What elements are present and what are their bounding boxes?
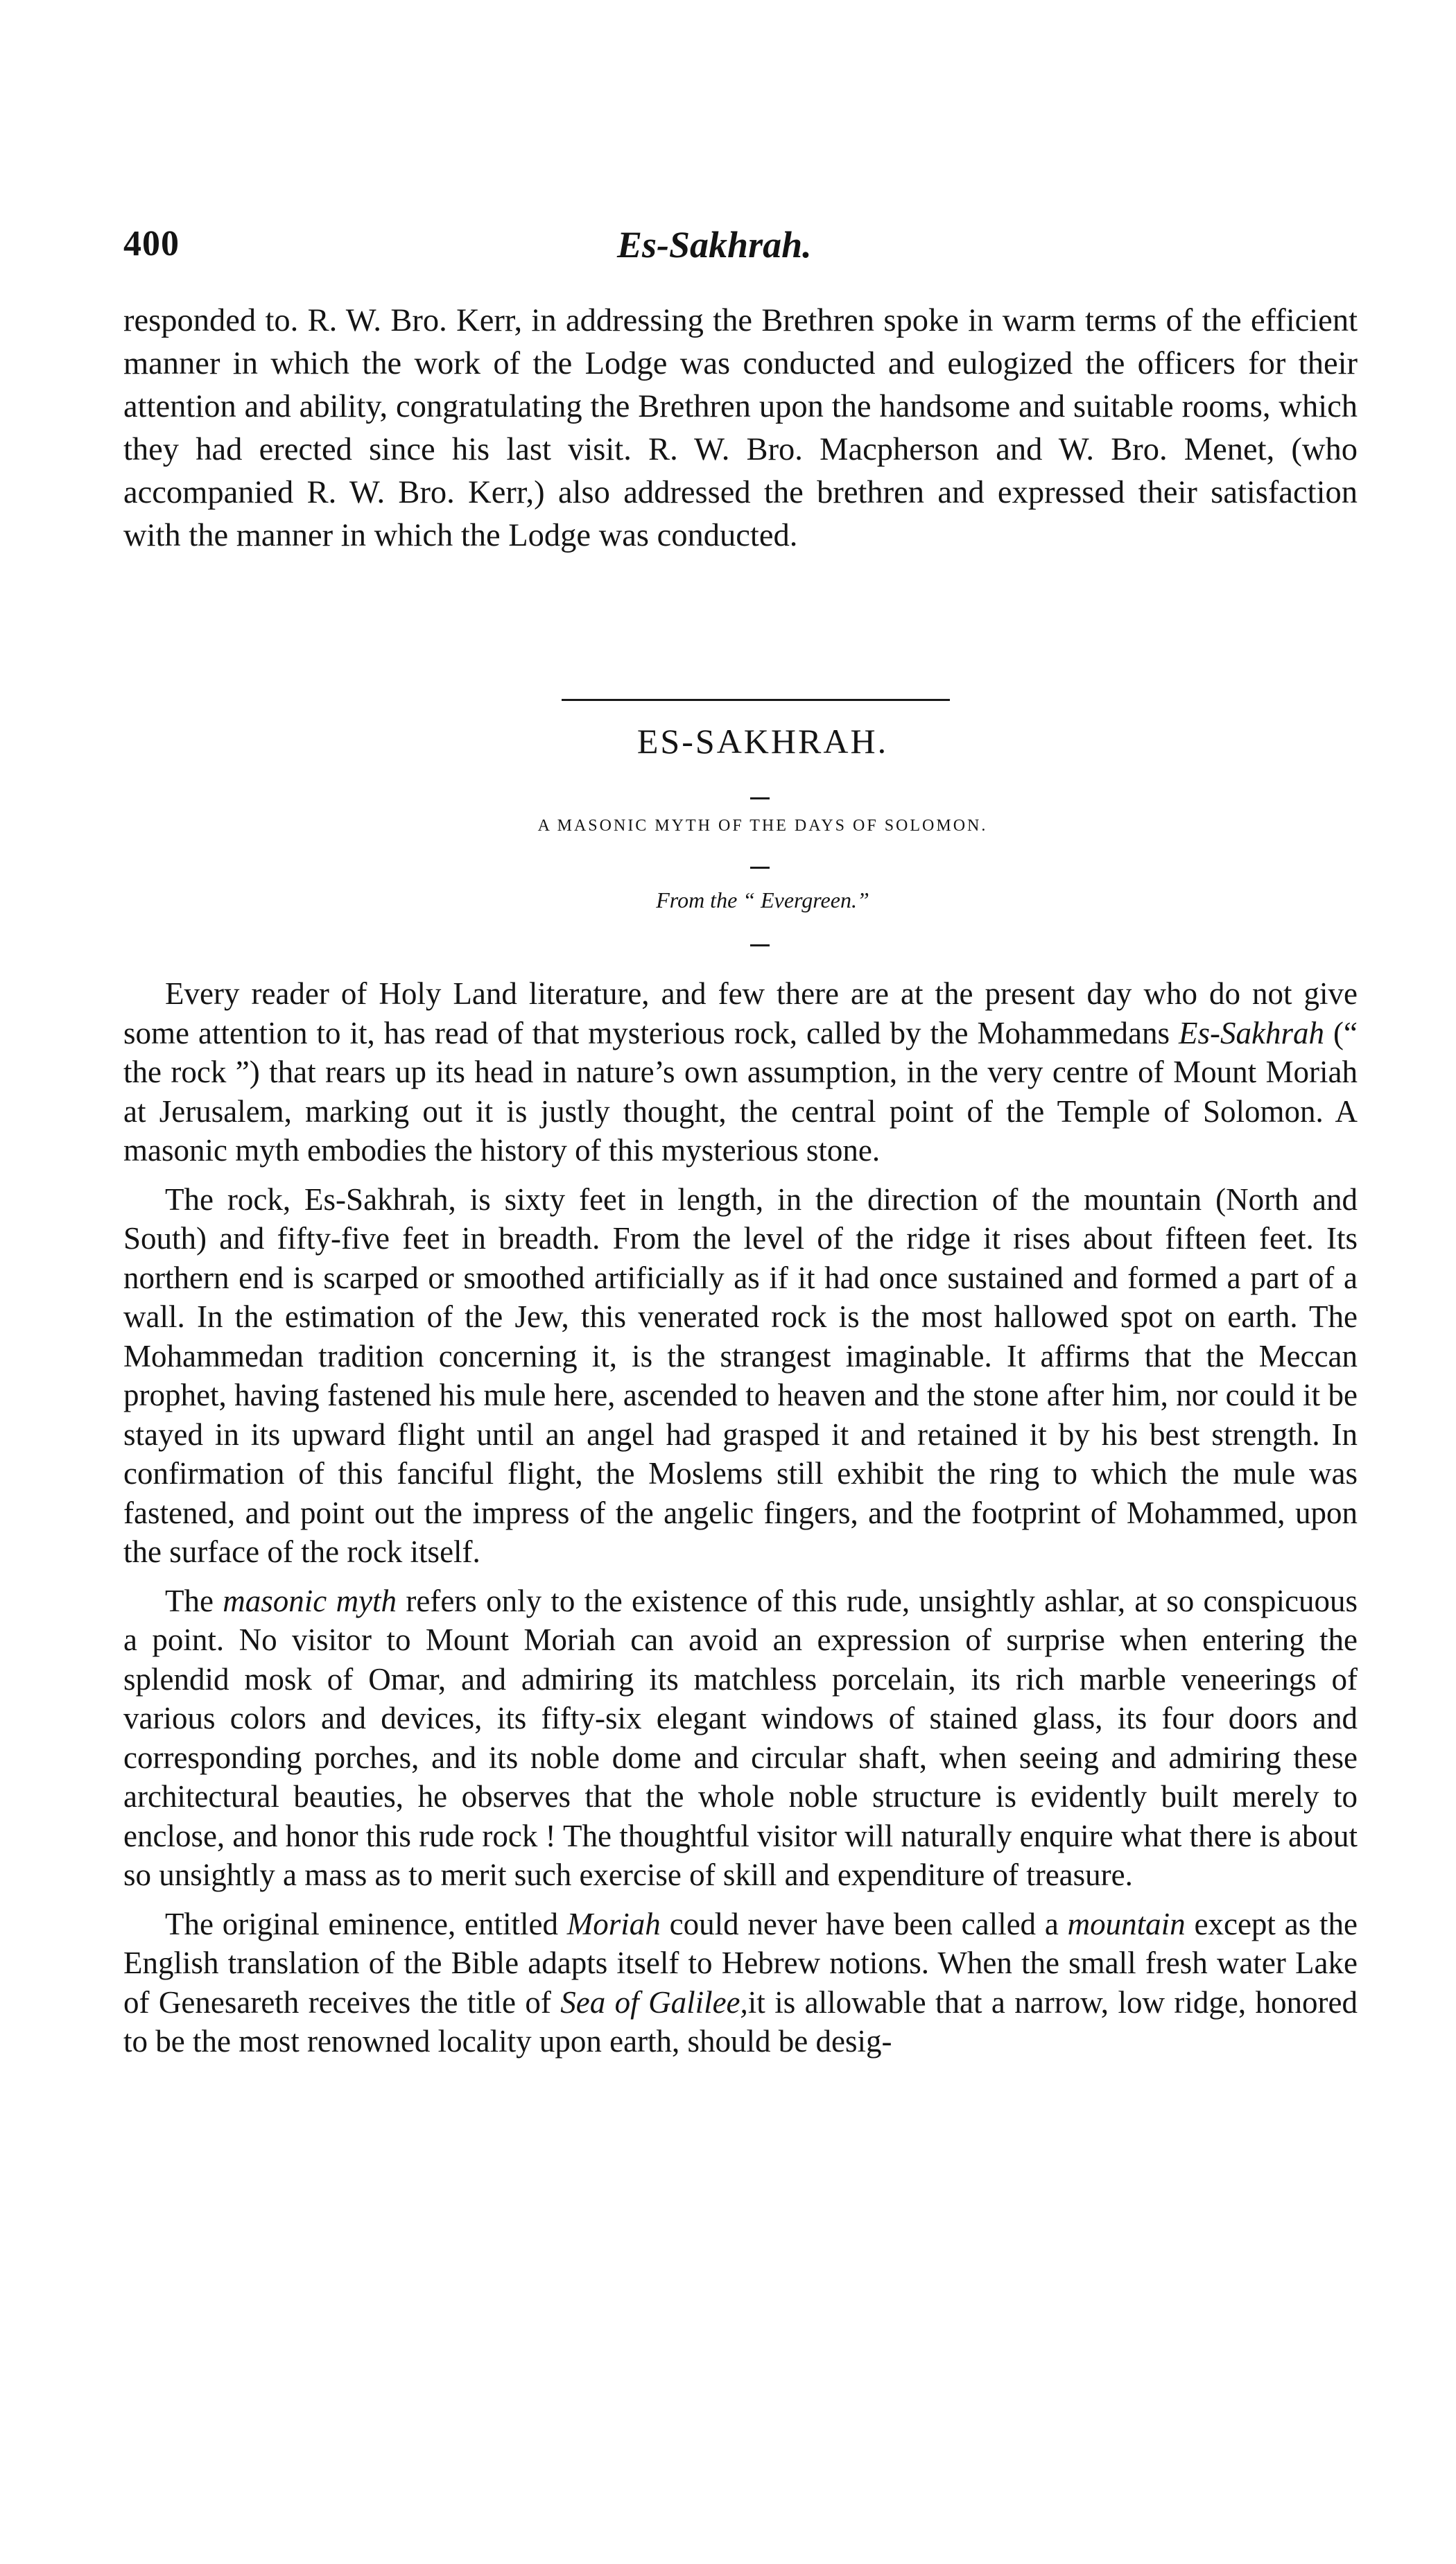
page-number: 400 [123, 224, 180, 263]
title-dash [750, 797, 770, 799]
text-run: (“ the rock ”) that rears up its head in nature’s own assumption, in the very centre of Mount Moriah at Jerusalem, marking out it is justly thought, the central point of the Temple of Solomon. A masonic myth embodies the history of this mysterious stone. [123, 1015, 1358, 1168]
text-run: Every reader of Holy Land literature, and few there are at the present day who do not give some attention to it, has read of that mysterious rock, called by the Mohammedans [123, 976, 1358, 1050]
article-subtitle: A MASONIC MYTH OF THE DAYS OF SOLOMON. [537, 817, 988, 835]
italic-term: masonic myth [223, 1583, 397, 1618]
text-run: except as the English translation of the Bible adapts itself to Hebrew notions. When the small fresh water Lake of Genesareth receives the title of [123, 1906, 1358, 2020]
text-run: The original eminence, entitled [165, 1906, 567, 1941]
text-run: it is allowable that a narrow, low ridge, honored to be the most renowned locality upon earth, should be desig- [123, 1984, 1358, 2059]
article-paragraph-4 [123, 1905, 1358, 2061]
article-title: ES-SAKHRAH. [636, 722, 889, 761]
page-header [123, 223, 1358, 272]
text-run: refers only to the existence of this rude, unsightly ashlar, at so conspicuous a point. No visitor to Mount Moriah can avoid an expression of surprise when entering the splendid mosk of Omar, and admiring its matchless porcelain, its rich marble veneerings of various colors and devices, its fifty-six elegant windows of stained glass, its four doors and corresponding porches, and its noble dome and circular shaft, when seeing and admiring these architectural beauties, he observes that the whole noble structure is evidently built merely to enclose, and honor this rude rock ! The thoughtful visitor will naturally enquire what there is about so unsightly a mass as to merit such exercise of skill and expenditure of treasure. [123, 1583, 1358, 1892]
italic-term: Sea of Galilee, [560, 1984, 748, 2020]
text-run: The [165, 1583, 223, 1618]
text-run: could never have been called a [660, 1906, 1068, 1941]
article-paragraph-3 [123, 1582, 1358, 1895]
article-body [123, 974, 1358, 2071]
article-paragraph-2: The rock, Es-Sakhrah, is sixty feet in length, in the direction of the mountain (North and South) and fifty-five feet in breadth. From the level of the ridge it rises about fifteen feet. Its northern end is scarped or smoothed artificially as if it had once sustained and formed a part of a wall. In the estimation of the Jew, this venerated rock is the most hallowed spot on earth. The Mohammedan tradition concerning it, is the strangest imaginable. It affirms that the Meccan prophet, having fastened his mule here, ascended to heaven and the stone after him, nor could it be stayed in its upward flight until an angel had grasped it and retained it by his best strength. In confirmation of this fanciful flight, the Moslems still exhibit the ring to which the mule was fastened, and point out the impress of the angelic fingers, and the footprint of Mohammed, upon the surface of the rock itself. [123, 1181, 1358, 1569]
italic-term: mountain [1067, 1906, 1186, 1941]
italic-term: Moriah [566, 1906, 661, 1941]
running-title: Es-Sakhrah. [617, 224, 812, 266]
subtitle-dash [750, 867, 770, 869]
section-divider-rule [562, 699, 950, 701]
prior-section-paragraph: responded to. R. W. Bro. Kerr, in addressing the Brethren spoke in warm terms of the efficient manner in which the work of the Lodge was conducted and eulogized the officers for their attention and ability, congratulating the Brethren upon the handsome and suitable rooms, which they had erected since his last visit. R. W. Bro. Macpherson and W. Bro. Menet, (who accompanied R. W. Bro. Kerr,) also addressed the brethren and expressed their satisfaction with the manner in which the Lodge was conducted. [123, 303, 1358, 553]
article-source: From the “ Evergreen.” [656, 887, 869, 912]
source-dash [750, 944, 770, 946]
italic-term: Es-Sakhrah [1179, 1015, 1324, 1050]
article-paragraph-1 [123, 974, 1358, 1170]
